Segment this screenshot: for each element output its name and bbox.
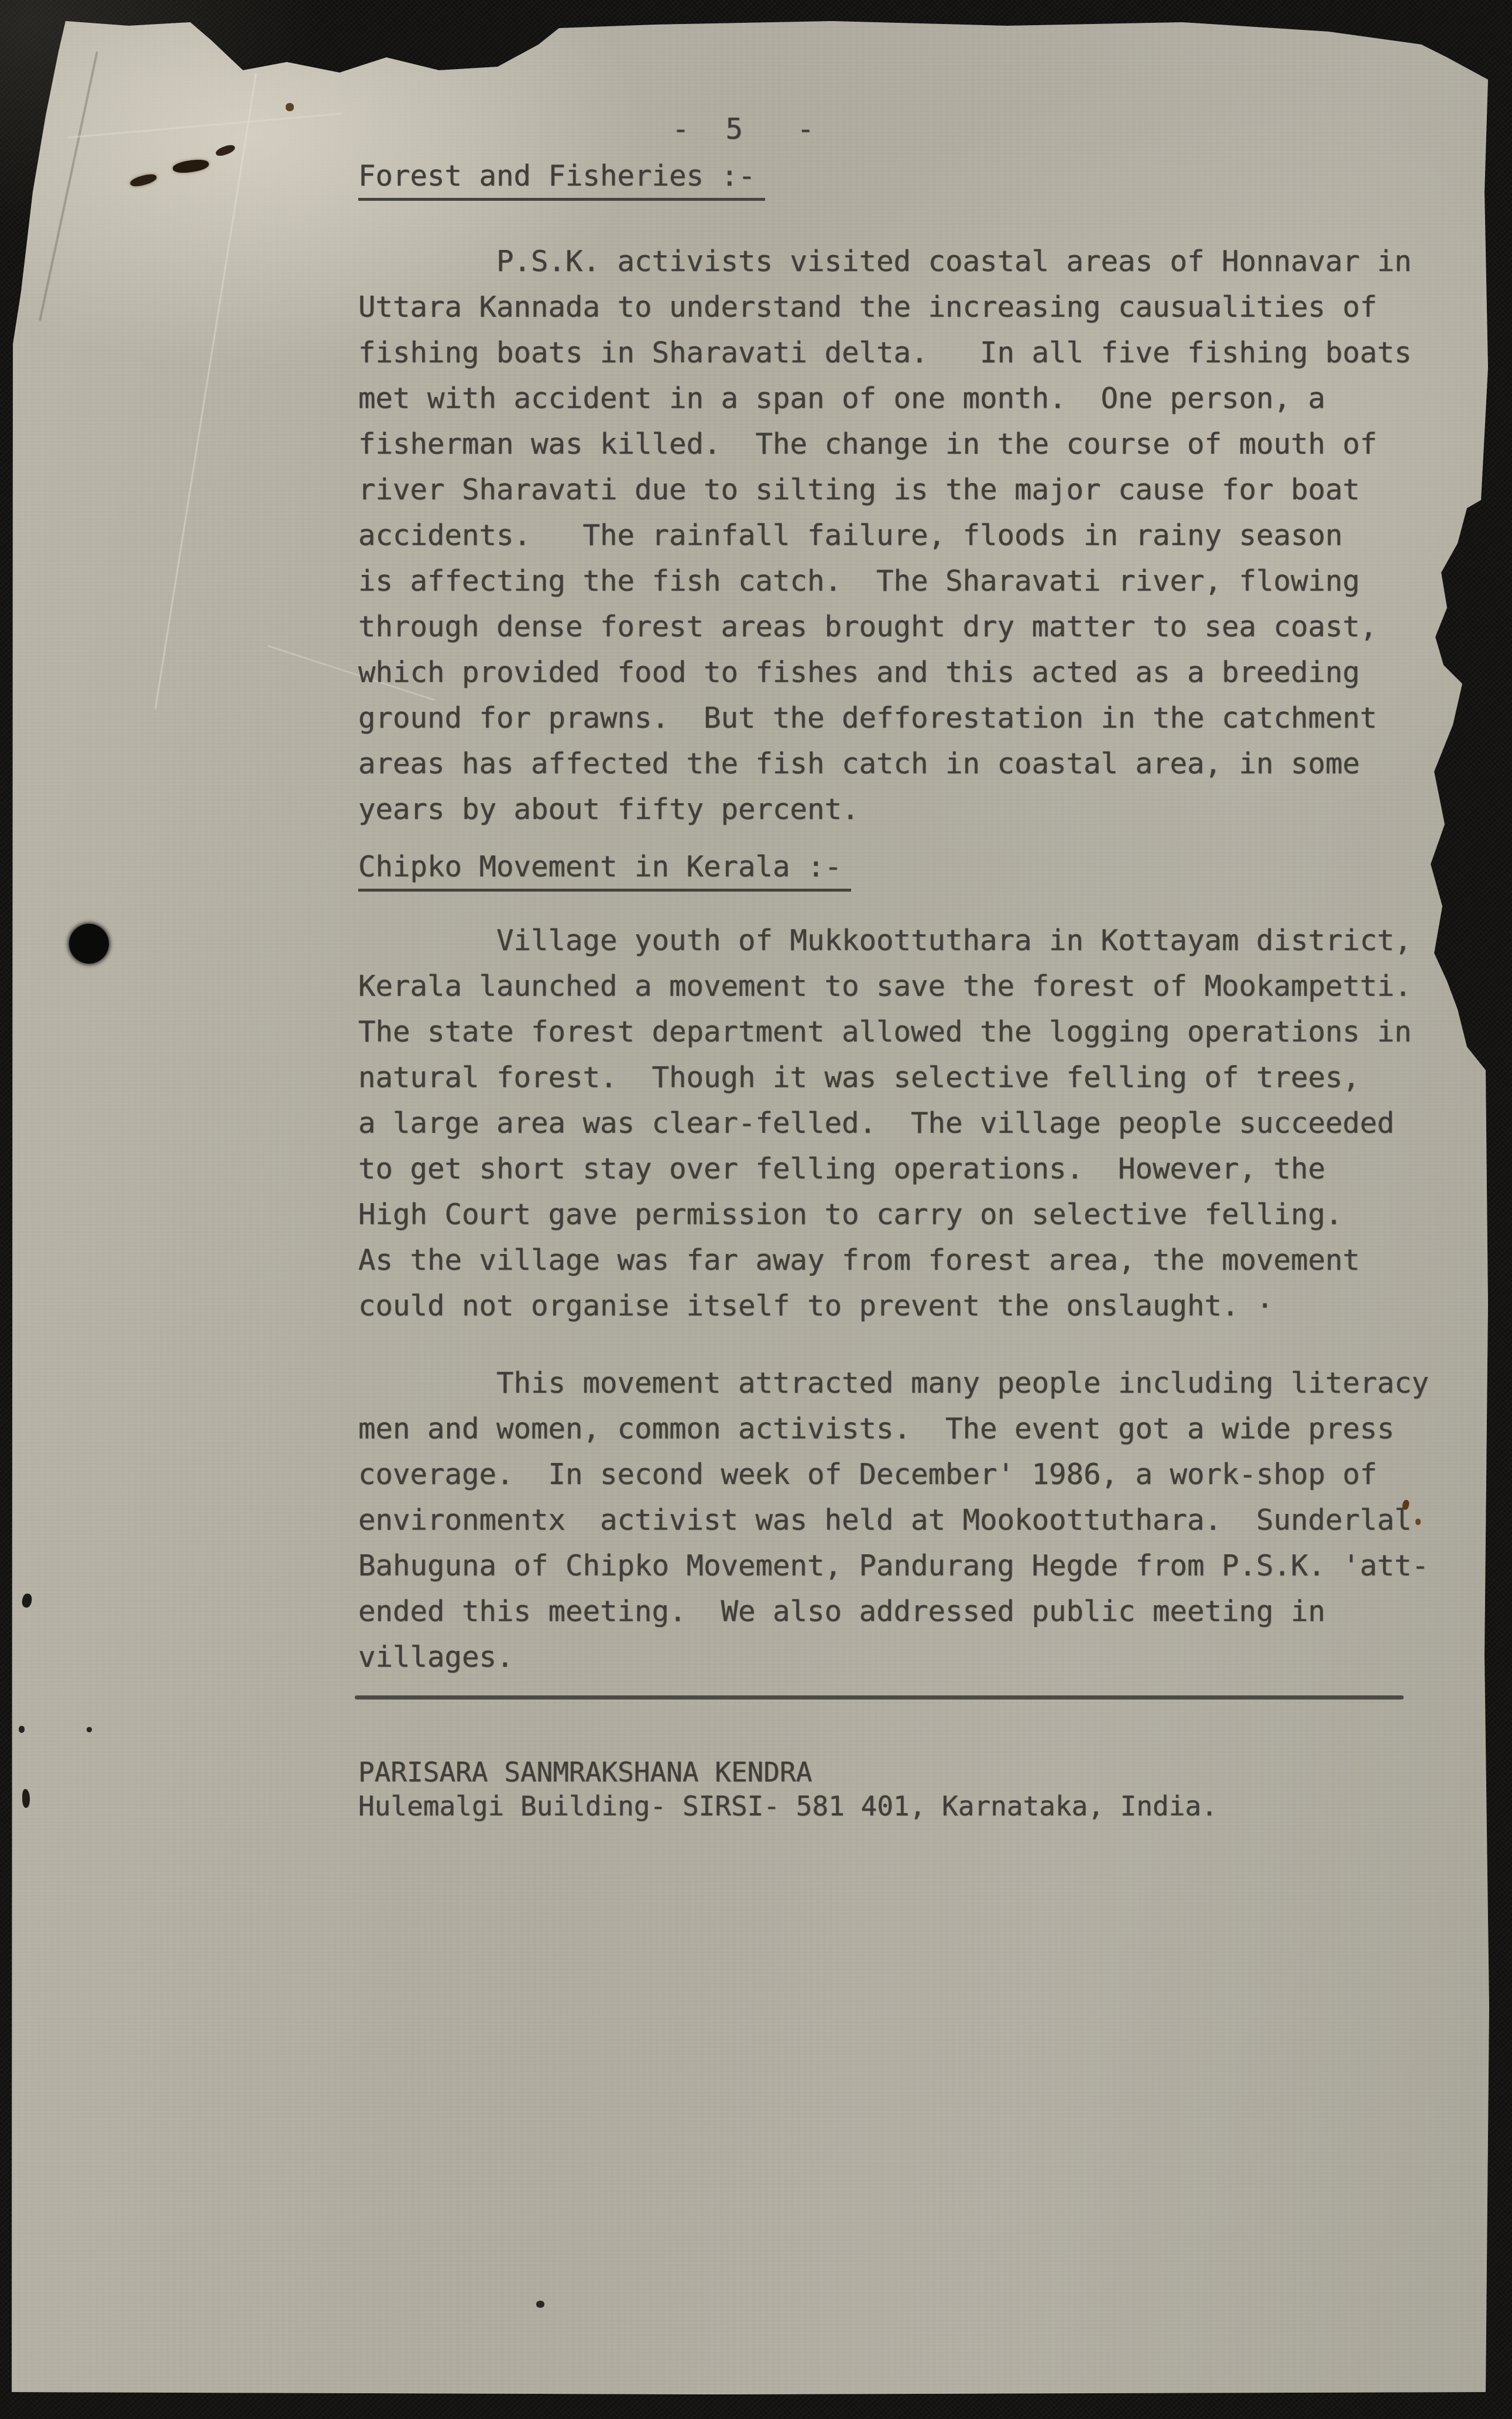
text-line: coverage. In second week of December' 1986, a work-shop of	[358, 1458, 1377, 1491]
text-line: through dense forest areas brought dry matter to sea coast,	[358, 610, 1377, 643]
text-line: natural forest. Though it was selective felling of trees,	[358, 1061, 1360, 1094]
text-line: As the village was far away from forest area, the movement	[358, 1243, 1360, 1277]
text-line: fisherman was killed. The change in the course of mouth of	[358, 427, 1377, 461]
text-line: ground for prawns. But the defforestation in the catchment	[358, 701, 1377, 735]
text-line: environmentx activist was held at Mookoottuthara. Sunderlal	[358, 1503, 1412, 1537]
page-number: - 5 -	[672, 112, 815, 146]
text-line: could not organise itself to prevent the onslaught. ·	[358, 1289, 1274, 1322]
text-line: High Court gave permission to carry on selective felling.	[358, 1198, 1343, 1231]
text-line: Village youth of Mukkoottuthara in Kottayam district,	[358, 924, 1412, 957]
text-line: This movement attracted many people including literacy	[358, 1366, 1429, 1400]
text-line: to get short stay over felling operations. However, the	[358, 1152, 1326, 1185]
text-line: years by about fifty percent.	[358, 793, 859, 826]
text-line: accidents. The rainfall failure, floods in rainy season	[358, 519, 1343, 552]
paragraph-chipko-2	[358, 1361, 1429, 1680]
text-line: The state forest department allowed the logging operations in	[358, 1015, 1412, 1049]
text-line: men and women, common activists. The event got a wide press	[358, 1412, 1395, 1445]
typed-divider-line	[355, 1695, 1404, 1700]
text-line: areas has affected the fish catch in coastal area, in some	[358, 747, 1360, 780]
text-line: fishing boats in Sharavati delta. In all five fishing boats	[358, 336, 1412, 369]
paragraph-chipko-1	[358, 918, 1412, 1329]
footer-address: Hulemalgi Building- SIRSI- 581 401, Karnataka, India.	[358, 1790, 1218, 1822]
text-line: river Sharavati due to silting is the major cause for boat	[358, 473, 1360, 506]
section-heading-chipko-movement: Chipko Movement in Kerala :-	[358, 850, 851, 892]
text-line: Bahuguna of Chipko Movement, Pandurang Hegde from P.S.K. 'att-	[358, 1549, 1429, 1582]
text-line: is affecting the fish catch. The Sharavati river, flowing	[358, 564, 1360, 598]
section-heading-forest-and-fisheries: Forest and Fisheries :-	[358, 159, 765, 201]
footer-organization: PARISARA SANMRAKSHANA KENDRA	[358, 1756, 812, 1788]
text-line: which provided food to fishes and this acted as a breeding	[358, 656, 1360, 689]
text-line: P.S.K. activists visited coastal areas of Honnavar in	[358, 245, 1412, 278]
text-line: met with accident in a span of one month. One person, a	[358, 382, 1326, 415]
text-line: Uttara Kannada to understand the increasing causualities of	[358, 290, 1377, 324]
text-line: villages.	[358, 1640, 514, 1674]
text-line: Kerala launched a movement to save the forest of Mookampetti.	[358, 969, 1412, 1003]
text-line: a large area was clear-felled. The village people succeeded	[358, 1106, 1395, 1140]
text-line: ended this meeting. We also addressed public meeting in	[358, 1595, 1326, 1628]
paragraph-forest-and-fisheries	[358, 239, 1412, 832]
